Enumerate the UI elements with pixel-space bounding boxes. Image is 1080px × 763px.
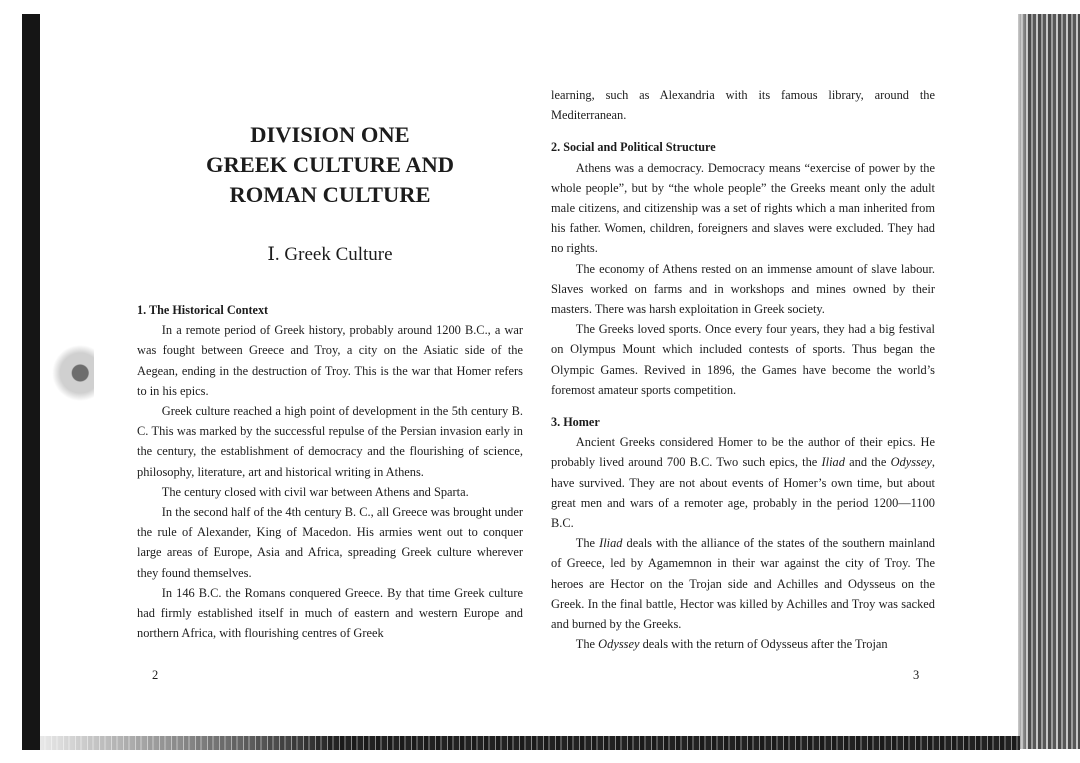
paragraph: Athens was a democracy. Democracy means “exercise of power by the whole people”, but by “the whole people” the Greeks meant only the adult male citizens, and citizenship was a set of rights which a man inherited from his father. Women, children, foreigners and slaves were excluded. They had no rights. [551, 160, 935, 256]
paragraph: Greek culture reached a high point of development in the 5th century B. C. This was marked by the successful repulse of the Persian invasion early in the century, the establishment of democracy and the flourishing of science, philosophy, literature, art and historical writing in Athens. [137, 404, 523, 479]
left-column [137, 300, 523, 643]
epic-title-italic: Odyssey [890, 455, 932, 470]
paragraph-continuation: learning, such as Alexandria with its famous library, around the Mediterranean. [551, 88, 935, 123]
paragraph [551, 533, 935, 634]
scan-edge-right-fade [1014, 14, 1028, 749]
division-title-line1: DIVISION ONE [250, 122, 410, 147]
epic-title-italic: Iliad [821, 455, 845, 470]
paragraph [551, 634, 935, 654]
text-run: and the [844, 455, 891, 470]
section-heading-homer: 3. Homer [551, 415, 600, 430]
text-run: The [575, 637, 599, 652]
paragraph: In 146 B.C. the Romans conquered Greece. By that time Greek culture had firmly established itself in much of eastern and western Europe and northern Africa, with flourishing centres of Greek [137, 585, 523, 641]
epic-title-italic: Iliad [599, 536, 623, 551]
scan-edge-bottom-fade [40, 736, 340, 750]
text-run: , have survived. They are not about events of Homer’s own time, but about great men and wars of a remoter age, probably in the period 1200—1100 B.C. [551, 455, 935, 531]
text-run: deals with the alliance of the states of the southern mainland of Greece, led by Agamemnon in their war against the city of Troy. The heroes are Hector on the Trojan side and Achilles and Odysseus on the Greek. In the final battle, Hector was killed by Achilles and Troy was sacked and burned by the Greeks. [551, 536, 935, 632]
scan-speckle [48, 285, 94, 445]
section-heading-social-political: 2. Social and Political Structure [551, 140, 716, 155]
right-column [551, 85, 935, 654]
paragraph: In a remote period of Greek history, probably around 1200 B.C., a war was fought between Greece and Troy, a city on the Asiatic side of the Aegean, ending in the destruction of Troy. This is the war that Homer refers to in his epics. [137, 323, 523, 398]
part-heading: Ⅰ. Greek Culture [267, 244, 393, 265]
division-title-line3: ROMAN CULTURE [229, 182, 431, 207]
paragraph [551, 432, 935, 533]
page-number-left: 2 [152, 668, 159, 682]
paragraph: In the second half of the 4th century B. C., all Greece was brought under the rule of Alexander, King of Macedon. His armies went out to conquer large areas of Europe, Asia and Africa, spreading Greek culture wherever they found themselves. [137, 505, 523, 580]
epic-title-italic: Odyssey [598, 637, 640, 652]
text-run: deals with the return of Odysseus after the Trojan [639, 637, 888, 652]
text-run: Ancient Greeks considered Homer to be the author of their epics. He probably lived around 700 B.C. Two such epics, the [551, 435, 935, 470]
division-title-line2: GREEK CULTURE AND [206, 152, 454, 177]
paragraph: The economy of Athens rested on an immense amount of slave labour. Slaves worked on farms and in workshops and mines owned by their masters. There was harsh exploitation in Greek society. [551, 261, 935, 317]
division-title [180, 120, 480, 210]
paragraph: The Greeks loved sports. Once every four years, they had a big festival on Olympus Mount which included contests of sports. Thus began the Olympic Games. Revived in 1896, the Games have become the world’s foremost amateur sports competition. [551, 322, 935, 397]
section-heading-historical-context: 1. The Historical Context [137, 303, 269, 317]
scan-edge-left-gap [40, 14, 48, 750]
page-number-right: 3 [913, 668, 920, 682]
paragraph: The century closed with civil war between Athens and Sparta. [161, 484, 469, 499]
text-run: The [575, 536, 600, 551]
